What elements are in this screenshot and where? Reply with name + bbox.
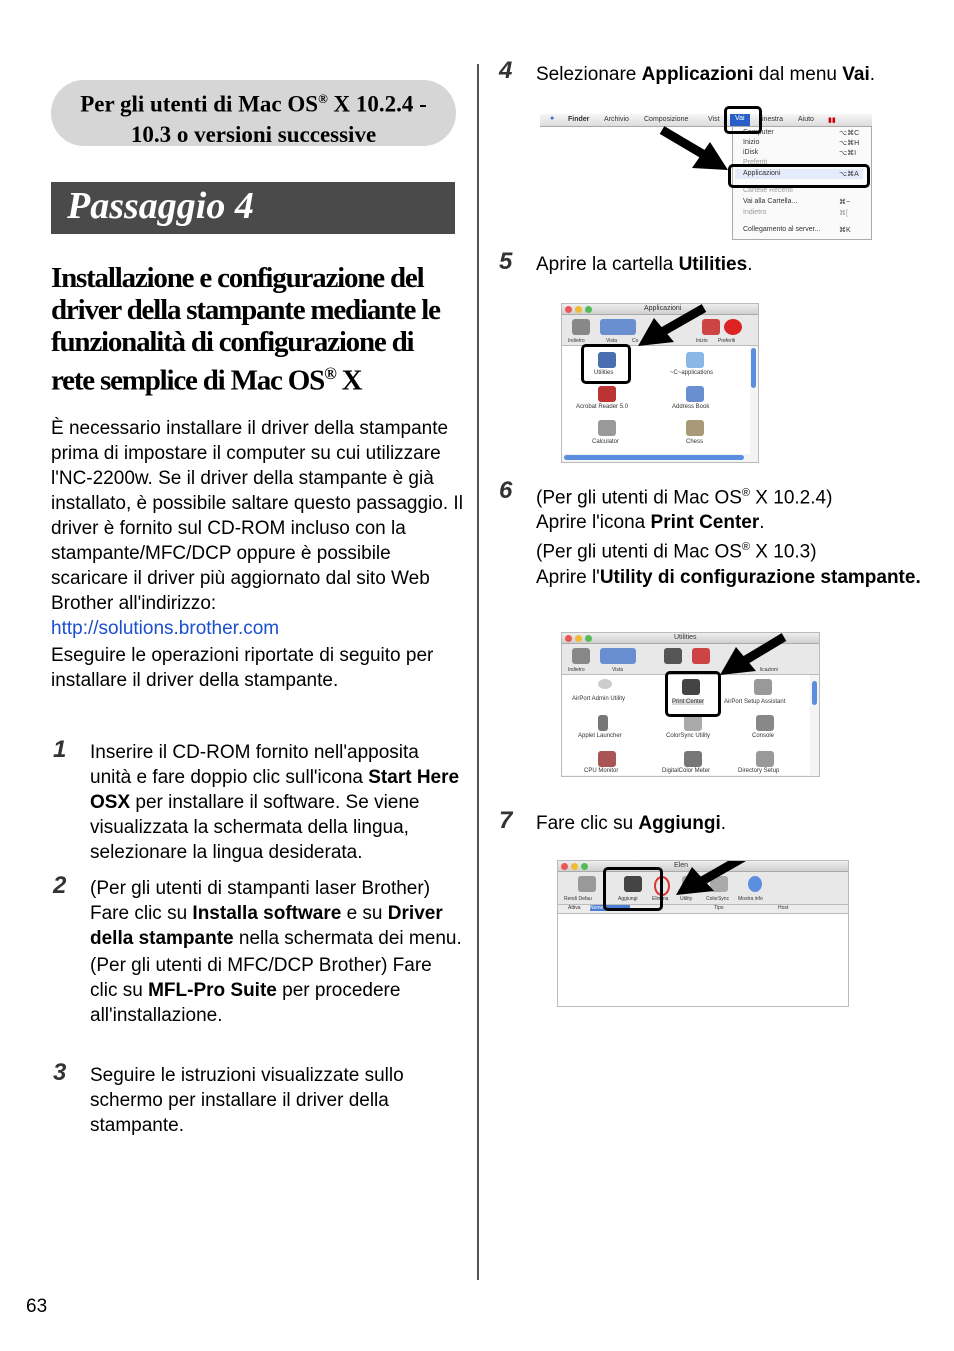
console-icon[interactable]: [756, 715, 774, 731]
toolbar-label: ColorSync: [706, 896, 730, 902]
icon-label-utilities: Utilities: [594, 370, 614, 376]
icon-label: Acrobat Reader 5.0: [576, 404, 629, 410]
step-number: 7: [499, 807, 513, 834]
window-title: Elen: [674, 862, 689, 869]
menu-item-inizio[interactable]: Inizio: [743, 139, 760, 146]
toolbar-label: Elimina: [652, 896, 669, 902]
toolbar-label: Indietro: [568, 338, 585, 344]
icon-label-print-center: Print Center: [672, 699, 705, 705]
menu-vai[interactable]: Vai: [730, 114, 750, 126]
toolbar-label: Mostra info: [738, 896, 763, 902]
toolbar-label-aggiungi: Aggiungi: [618, 896, 638, 902]
table-header: [558, 905, 848, 914]
window-title: Utilities: [674, 634, 697, 641]
default-printer-icon[interactable]: [578, 876, 596, 892]
acrobat-icon[interactable]: [598, 386, 616, 402]
icon-label: Chess: [686, 439, 704, 445]
shortcut-label: ⌥⌘A: [839, 171, 859, 178]
highlight-aggiungi: [603, 867, 663, 911]
minimize-icon[interactable]: [571, 863, 578, 870]
step-number: 6: [499, 477, 513, 504]
pill-text: 10.3 o versioni successive: [130, 121, 377, 147]
close-icon[interactable]: [565, 306, 572, 313]
address-book-icon[interactable]: [686, 386, 704, 402]
toolbar-label: Co: [632, 338, 639, 344]
pill-text: Per gli utenti di Mac OS: [80, 91, 319, 117]
back-icon[interactable]: [572, 648, 590, 664]
icon-label: Directory Setup: [738, 768, 780, 774]
colorsync-icon[interactable]: [684, 715, 702, 731]
menu-composizione[interactable]: Composizione: [644, 116, 689, 123]
step-7-text: Fare clic su Aggiungi.: [536, 813, 727, 834]
pointer-arrow-icon: [658, 126, 730, 172]
toolbar-label: Vista: [606, 338, 618, 344]
highlight-applicazioni: [728, 164, 870, 188]
chess-icon[interactable]: [686, 420, 704, 436]
airport-setup-icon[interactable]: [754, 679, 772, 695]
icon-label: Calculator: [592, 439, 620, 445]
step-title-bar: [51, 182, 455, 234]
printer-list-area: [558, 914, 848, 1006]
column-divider: [477, 64, 479, 1280]
digitalcolor-icon[interactable]: [684, 751, 702, 767]
back-icon[interactable]: [572, 319, 590, 335]
menu-archivio[interactable]: Archivio: [604, 116, 629, 123]
menu-item-applicazioni[interactable]: Applicazioni: [743, 170, 781, 177]
apple-icon: ●: [550, 115, 555, 122]
section-heading: Installazione e configurazione del driver della stampante mediante le funzionalità di configurazione di rete semplice di Mac OS® X: [51, 262, 440, 397]
icon-label: Console: [752, 733, 775, 739]
step-6-text: (Per gli utenti di Mac OS® X 10.2.4) Aprire l'icona Print Center. (Per gli utenti di Mac OS® X 10.3) Aprire l'Utility di configurazione stampante.: [536, 487, 921, 588]
shortcut-label: ⌘[: [839, 210, 848, 217]
close-icon[interactable]: [561, 863, 568, 870]
airport-icon[interactable]: [598, 679, 612, 689]
view-icon[interactable]: [600, 319, 636, 335]
menu-finestra[interactable]: inestra: [762, 116, 784, 123]
applet-launcher-icon[interactable]: [598, 715, 608, 731]
brother-link[interactable]: http://solutions.brother.com: [51, 618, 280, 639]
zoom-icon[interactable]: [585, 306, 592, 313]
favorites-icon[interactable]: [724, 319, 742, 335]
highlight-print-center: [665, 671, 721, 717]
registered-mark: ®: [741, 541, 751, 554]
toolbar-label: Rendi Defau: [564, 896, 592, 902]
step-5-text: Aprire la cartella Utilities.: [536, 254, 753, 275]
icon-label: DigitalColor Meter: [662, 768, 711, 774]
icon-label: AirPort Admin Utility: [572, 696, 626, 702]
flag-icon: ▮▮: [828, 117, 836, 124]
page-number: 63: [26, 1296, 48, 1317]
computer-icon[interactable]: [664, 648, 682, 664]
info-icon[interactable]: [748, 876, 762, 892]
toolbar-label: Preferiti: [718, 338, 736, 344]
zoom-icon[interactable]: [581, 863, 588, 870]
vertical-scrollbar[interactable]: [751, 348, 756, 388]
pill-text: X 10.2.4 -: [327, 91, 427, 117]
zoom-icon[interactable]: [585, 635, 592, 642]
toolbar-label: Utility: [680, 896, 693, 902]
menu-item-computer[interactable]: Computer: [743, 129, 774, 136]
screenshot-utilities: [561, 632, 820, 777]
toolbar-label: licazioni: [760, 667, 778, 673]
menu-item-indietro[interactable]: Indietro: [743, 209, 767, 216]
shortcut-label: ⌥⌘I: [839, 150, 857, 157]
cpu-monitor-icon[interactable]: [598, 751, 616, 767]
registered-mark: ®: [741, 487, 751, 499]
step-number: 1: [53, 736, 67, 763]
icon-label: ColorSync Utility: [666, 733, 711, 739]
toolbar-label: Indietro: [568, 667, 585, 673]
minimize-icon[interactable]: [575, 306, 582, 313]
toolbar-label: Vista: [612, 667, 624, 673]
view-icon[interactable]: [600, 648, 636, 664]
step-3-text: Seguire le istruzioni visualizzate sullo schermo per installare il driver della stampante.: [90, 1065, 404, 1136]
step-title: Passaggio 4: [67, 185, 254, 227]
icon-label: ~C~applications: [670, 370, 714, 376]
menu-item-recenti[interactable]: Cartelle Recenti: [743, 187, 793, 194]
intro-paragraph: Eseguire le operazioni riportate di seguito per installare il driver della stampante.: [51, 645, 434, 691]
step-4-text: Selezionare Applicazioni dal menu Vai.: [536, 64, 876, 85]
menu-vista[interactable]: Vist: [708, 116, 720, 123]
column-header[interactable]: Nome: [590, 905, 630, 911]
shortcut-label: ⌥⌘C: [839, 130, 860, 137]
minimize-icon[interactable]: [575, 635, 582, 642]
registered-mark: ®: [318, 91, 328, 106]
intro-paragraph: È necessario installare il driver della stampante prima di impostare il computer su cui utilizzare l'NC-2200w. Se il driver della stampante è già installato, è possibile saltare questo passaggio. Il driver è fornito sul CD-ROM incluso con la stampante/MFC/DCP oppure è possibile scaricare il driver più aggiornato dal sito Web Brother all'indirizzo:: [51, 418, 463, 614]
menu-item-idisk[interactable]: iDisk: [743, 149, 759, 156]
menu-item-vai-cartella[interactable]: Vai alla Cartella...: [743, 198, 798, 205]
column-header[interactable]: Tipo: [714, 905, 724, 911]
shortcut-label: ⌘~: [839, 199, 851, 206]
registered-mark: ®: [324, 364, 336, 383]
calculator-icon[interactable]: [598, 420, 616, 436]
pointer-arrow-icon: [634, 304, 708, 348]
directory-setup-icon[interactable]: [756, 751, 774, 767]
home-icon[interactable]: [692, 648, 710, 664]
close-icon[interactable]: [565, 635, 572, 642]
menu-item-preferiti[interactable]: Preferiti: [743, 159, 768, 166]
toolbar-label: Inizio: [696, 338, 708, 344]
shortcut-label: ⌥⌘H: [839, 140, 860, 147]
highlight-utilities: [581, 344, 631, 384]
menu-item-collegamento[interactable]: Collegamento al server...: [743, 226, 821, 233]
step-1-text: Inserire il CD-ROM fornito nell'apposita unità e fare doppio clic sull'icona Start Here OSX per installare il software. Se viene visualizzata la schermata della lingua, selezionare la lingua desiderata.: [90, 742, 460, 863]
step-number: 2: [53, 872, 67, 899]
step-number: 4: [499, 57, 513, 84]
icon-label: CPU Monitor: [584, 768, 619, 774]
menu-finder[interactable]: Finder: [568, 116, 590, 123]
step-number: 5: [499, 248, 513, 275]
screenshot-go-menu: [540, 106, 872, 240]
shortcut-label: ⌘K: [839, 227, 851, 234]
vertical-scrollbar[interactable]: [812, 681, 817, 705]
window-title: Applicazioni: [644, 305, 682, 312]
column-header[interactable]: Attiva: [568, 905, 581, 911]
pointer-arrow-icon: [672, 860, 748, 897]
menu-aiuto[interactable]: Aiuto: [798, 116, 814, 123]
screenshot-applicazioni: [561, 303, 759, 463]
step-2-text: (Per gli utenti di stampanti laser Brother) Fare clic su Installa software e su Driver della stampante nella schermata dei menu. (Per gli utenti di MFC/DCP Brother) Fare clic su MFL-Pro Suite per procedere all'installazione.: [90, 878, 462, 1026]
column-header[interactable]: Host: [778, 905, 789, 911]
folder-icon[interactable]: [686, 352, 704, 368]
intro-text: [51, 416, 463, 693]
icon-label: Applet Launcher: [578, 733, 622, 739]
os-version-pill: [51, 80, 456, 146]
screenshot-printer-list: [557, 860, 849, 1007]
pointer-arrow-icon: [718, 633, 788, 677]
horizontal-scrollbar[interactable]: [564, 455, 744, 460]
icon-label: Address Book: [672, 404, 710, 410]
icon-label: AirPort Setup Assistant: [724, 699, 786, 705]
step-number: 3: [53, 1059, 67, 1086]
